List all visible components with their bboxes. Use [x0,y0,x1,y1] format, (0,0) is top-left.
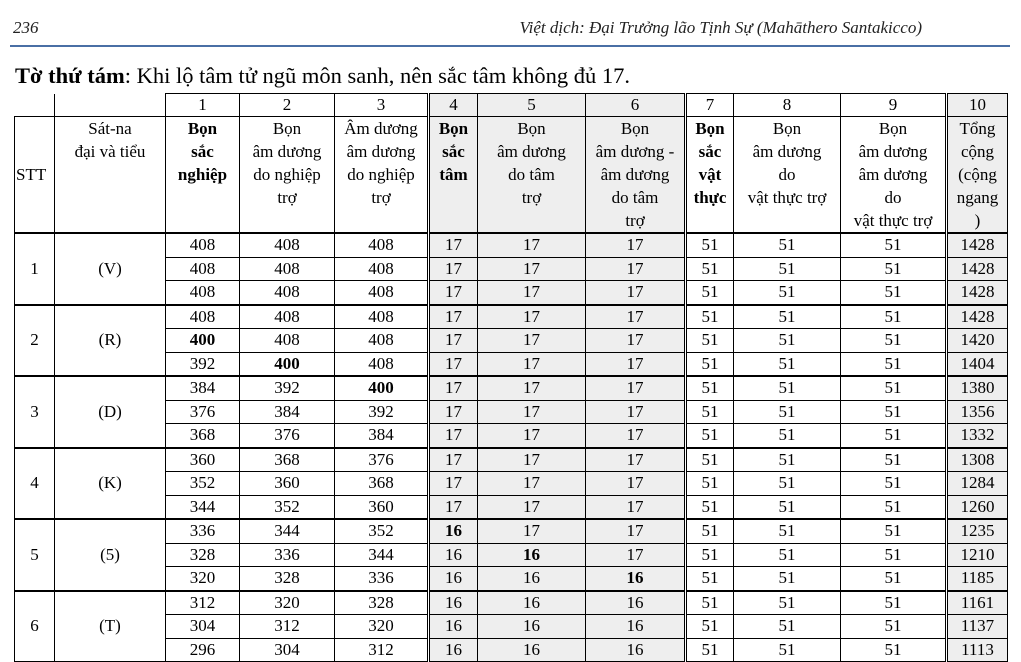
section-title [15,63,630,89]
header-col-7: Bọn sắc vật thực [686,117,734,234]
row-sat-na [55,352,166,376]
table-cell: 328 [166,543,240,567]
table-cell: 17 [586,281,686,305]
table-cell: 51 [686,519,734,543]
row-sat-na [55,495,166,519]
table-cell: 408 [335,305,429,329]
table-cell: 17 [586,257,686,281]
table-cell: 1113 [947,638,1008,662]
table-cell: 384 [240,400,335,424]
table-row [15,376,1008,400]
table-cell: 51 [841,543,947,567]
page-number: 236 [13,18,39,37]
header-col-3: Âm dương âm dương do nghiệp trợ [335,117,429,234]
table-cell: 352 [240,495,335,519]
table-cell: 400 [240,352,335,376]
table-cell: 51 [841,638,947,662]
table-cell: 408 [335,329,429,353]
table-cell: 17 [586,519,686,543]
table-cell: 51 [686,567,734,591]
table-cell: 17 [478,305,586,329]
table-cell: 51 [734,257,841,281]
table-cell: 17 [586,400,686,424]
data-table [14,93,1008,662]
table-cell: 51 [734,400,841,424]
table-cell: 51 [734,543,841,567]
table-cell: 304 [240,638,335,662]
table-cell: 51 [686,376,734,400]
table-cell: 51 [841,233,947,257]
table-cell: 51 [734,448,841,472]
table-cell: 51 [686,591,734,615]
row-sat-na [55,424,166,448]
table-row [15,352,1008,376]
row-sat-na: (V) [55,257,166,281]
table-cell: 408 [240,233,335,257]
table-cell: 51 [734,376,841,400]
table-cell: 51 [841,519,947,543]
table-cell: 408 [335,257,429,281]
table-cell: 312 [335,638,429,662]
row-stt [15,352,55,376]
table-cell: 17 [429,329,478,353]
table-cell: 51 [686,281,734,305]
table-cell: 51 [841,305,947,329]
header-col-6: Bọn âm dương - âm dương do tâm trợ [586,117,686,234]
table-cell: 17 [586,352,686,376]
table-cell: 17 [429,376,478,400]
table-cell: 376 [240,424,335,448]
table-cell: 51 [686,615,734,639]
table-row [15,448,1008,472]
table-cell: 1428 [947,233,1008,257]
table-cell: 312 [240,615,335,639]
table-cell: 17 [429,472,478,496]
table-cell: 16 [478,615,586,639]
table-cell: 17 [586,305,686,329]
row-stt [15,448,55,472]
table-cell: 16 [429,543,478,567]
table-cell: 360 [335,495,429,519]
row-stt: 3 [15,400,55,424]
header-col-4: Bọn sắc tâm [429,117,478,234]
table-cell: 17 [429,495,478,519]
table-cell: 51 [686,495,734,519]
table-cell: 1428 [947,257,1008,281]
row-stt [15,305,55,329]
column-number: 1 [166,94,240,117]
column-number: 6 [586,94,686,117]
table-cell: 51 [734,638,841,662]
column-number: 4 [429,94,478,117]
table-row [15,329,1008,353]
table-cell: 384 [166,376,240,400]
header-col-10: Tổng cộng (cộng ngang ) [947,117,1008,234]
table-cell: 408 [335,281,429,305]
table-cell: 51 [734,567,841,591]
table-cell: 17 [586,329,686,353]
table-cell: 1260 [947,495,1008,519]
table-cell: 51 [841,591,947,615]
table-cell: 51 [734,615,841,639]
table-cell: 17 [478,352,586,376]
row-stt: 6 [15,615,55,639]
table-cell: 17 [478,472,586,496]
running-head [13,14,1008,44]
table-cell: 1284 [947,472,1008,496]
row-sat-na: (D) [55,400,166,424]
empty-corner-cell [55,94,166,117]
table-cell: 51 [841,495,947,519]
table-cell: 1428 [947,305,1008,329]
table-cell: 1380 [947,376,1008,400]
header-stt: STT [15,117,55,234]
table-cell: 17 [478,448,586,472]
table-cell: 51 [841,400,947,424]
table-body [15,233,1008,662]
table-cell: 51 [841,615,947,639]
section-title-bold: Tờ thứ tám [15,63,125,88]
column-number: 8 [734,94,841,117]
table-cell: 17 [478,400,586,424]
table-cell: 51 [686,543,734,567]
column-number: 9 [841,94,947,117]
table-cell: 17 [478,424,586,448]
table-cell: 408 [240,305,335,329]
table-cell: 51 [686,352,734,376]
table-cell: 17 [429,233,478,257]
row-stt [15,424,55,448]
table-cell: 16 [586,591,686,615]
table-cell: 336 [166,519,240,543]
table-cell: 17 [586,543,686,567]
table-cell: 51 [734,472,841,496]
row-sat-na [55,567,166,591]
table-cell: 17 [478,233,586,257]
row-stt [15,638,55,662]
table-cell: 320 [166,567,240,591]
row-stt [15,281,55,305]
table-cell: 320 [240,591,335,615]
table-cell: 392 [335,400,429,424]
row-sat-na [55,638,166,662]
table-cell: 17 [429,448,478,472]
table-cell: 368 [166,424,240,448]
table-cell: 51 [841,472,947,496]
table-cell: 16 [586,615,686,639]
empty-corner-cell [15,94,55,117]
table-cell: 51 [686,305,734,329]
table-cell: 376 [335,448,429,472]
table-cell: 51 [734,519,841,543]
table-cell: 344 [335,543,429,567]
table-row [15,233,1008,257]
table-cell: 1404 [947,352,1008,376]
table-cell: 16 [429,567,478,591]
table-cell: 336 [240,543,335,567]
table-cell: 1308 [947,448,1008,472]
table-cell: 408 [166,305,240,329]
table-row [15,591,1008,615]
table-cell: 352 [335,519,429,543]
table-cell: 1210 [947,543,1008,567]
row-stt: 1 [15,257,55,281]
row-sat-na [55,281,166,305]
table-cell: 17 [478,519,586,543]
table-cell: 328 [240,567,335,591]
table-row [15,543,1008,567]
table-row [15,424,1008,448]
table-cell: 51 [686,400,734,424]
table-cell: 408 [240,329,335,353]
table-cell: 51 [734,424,841,448]
table-cell: 17 [478,329,586,353]
row-stt [15,233,55,257]
table-row [15,257,1008,281]
table-cell: 16 [429,638,478,662]
table-cell: 51 [686,329,734,353]
table-cell: 408 [166,233,240,257]
running-title: Việt dịch: Đại Trưởng lão Tịnh Sự (Mahāthero Santakicco) [519,18,922,37]
table-cell: 16 [429,519,478,543]
table-row [15,305,1008,329]
row-stt [15,376,55,400]
row-stt [15,495,55,519]
row-sat-na [55,519,166,543]
row-sat-na: (K) [55,472,166,496]
table-cell: 408 [240,281,335,305]
table-row [15,567,1008,591]
table-cell: 17 [429,424,478,448]
table-cell: 51 [841,352,947,376]
row-stt [15,519,55,543]
section-title-rest: : Khi lộ tâm tử ngũ môn sanh, nên sắc tâm không đủ 17. [124,63,630,88]
table-cell: 17 [429,352,478,376]
table-cell: 17 [429,281,478,305]
table-cell: 360 [240,472,335,496]
table-cell: 328 [335,591,429,615]
table-cell: 384 [335,424,429,448]
column-header-row [15,117,1008,234]
table-cell: 51 [686,424,734,448]
row-stt: 2 [15,329,55,353]
table-cell: 344 [240,519,335,543]
table-cell: 16 [478,567,586,591]
row-stt [15,567,55,591]
table-cell: 51 [734,329,841,353]
table-cell: 1420 [947,329,1008,353]
table-row [15,495,1008,519]
table-cell: 392 [240,376,335,400]
column-number: 10 [947,94,1008,117]
column-number: 7 [686,94,734,117]
row-stt: 5 [15,543,55,567]
table-cell: 1356 [947,400,1008,424]
table-cell: 368 [240,448,335,472]
table-cell: 1235 [947,519,1008,543]
row-stt [15,591,55,615]
table-cell: 408 [240,257,335,281]
table-cell: 376 [166,400,240,424]
row-stt: 4 [15,472,55,496]
table-cell: 51 [841,257,947,281]
header-col-5: Bọn âm dương do tâm trợ [478,117,586,234]
header-col-9: Bọn âm dương âm dương do vật thực trợ [841,117,947,234]
table-cell: 1185 [947,567,1008,591]
header-sat-na: Sát-na đại và tiểu [55,117,166,234]
column-number: 5 [478,94,586,117]
table-row [15,615,1008,639]
row-sat-na [55,305,166,329]
table-cell: 16 [586,567,686,591]
table-cell: 51 [734,495,841,519]
table-cell: 51 [686,448,734,472]
table-cell: 17 [429,305,478,329]
header-col-2: Bọn âm dương do nghiệp trợ [240,117,335,234]
table-cell: 17 [429,400,478,424]
table-cell: 392 [166,352,240,376]
table-cell: 51 [734,305,841,329]
header-col-1: Bọn sắc nghiệp [166,117,240,234]
table-cell: 400 [335,376,429,400]
table-cell: 17 [478,495,586,519]
table-cell: 51 [841,329,947,353]
table-cell: 51 [841,376,947,400]
table-cell: 320 [335,615,429,639]
table-row [15,519,1008,543]
column-number: 3 [335,94,429,117]
table-cell: 16 [478,638,586,662]
row-sat-na: (R) [55,329,166,353]
table-cell: 51 [841,424,947,448]
table-cell: 17 [429,257,478,281]
table-cell: 17 [478,376,586,400]
table-cell: 51 [734,591,841,615]
row-sat-na [55,376,166,400]
table-cell: 16 [429,615,478,639]
table-cell: 51 [734,281,841,305]
header-rule [10,45,1010,47]
table-cell: 51 [841,281,947,305]
table-cell: 51 [686,472,734,496]
table-cell: 51 [841,567,947,591]
table-cell: 51 [734,352,841,376]
table-row [15,472,1008,496]
table-row [15,400,1008,424]
table-cell: 336 [335,567,429,591]
table-cell: 51 [686,257,734,281]
table-row [15,638,1008,662]
table-cell: 1428 [947,281,1008,305]
table-cell: 1137 [947,615,1008,639]
table-cell: 408 [166,257,240,281]
table-cell: 16 [586,638,686,662]
table-cell: 51 [686,638,734,662]
table-cell: 51 [686,233,734,257]
table-cell: 51 [841,448,947,472]
table-cell: 408 [166,281,240,305]
header-col-8: Bọn âm dương do vật thực trợ [734,117,841,234]
table-cell: 344 [166,495,240,519]
table-row [15,281,1008,305]
row-sat-na [55,591,166,615]
table-cell: 17 [586,472,686,496]
table-cell: 16 [478,543,586,567]
table-cell: 408 [335,233,429,257]
table-cell: 352 [166,472,240,496]
row-sat-na: (5) [55,543,166,567]
table-cell: 16 [478,591,586,615]
table-cell: 17 [586,376,686,400]
table-cell: 1161 [947,591,1008,615]
table-cell: 296 [166,638,240,662]
table-cell: 17 [478,257,586,281]
column-number-row [15,94,1008,117]
row-sat-na: (T) [55,615,166,639]
table-cell: 360 [166,448,240,472]
table-cell: 312 [166,591,240,615]
table-cell: 51 [734,233,841,257]
table-cell: 400 [166,329,240,353]
table-cell: 1332 [947,424,1008,448]
column-number: 2 [240,94,335,117]
table-cell: 17 [586,495,686,519]
row-sat-na [55,448,166,472]
table-cell: 17 [586,448,686,472]
table-cell: 17 [586,233,686,257]
table-cell: 304 [166,615,240,639]
table-cell: 16 [429,591,478,615]
table-cell: 17 [478,281,586,305]
row-sat-na [55,233,166,257]
table-cell: 408 [335,352,429,376]
table-cell: 368 [335,472,429,496]
table-cell: 17 [586,424,686,448]
